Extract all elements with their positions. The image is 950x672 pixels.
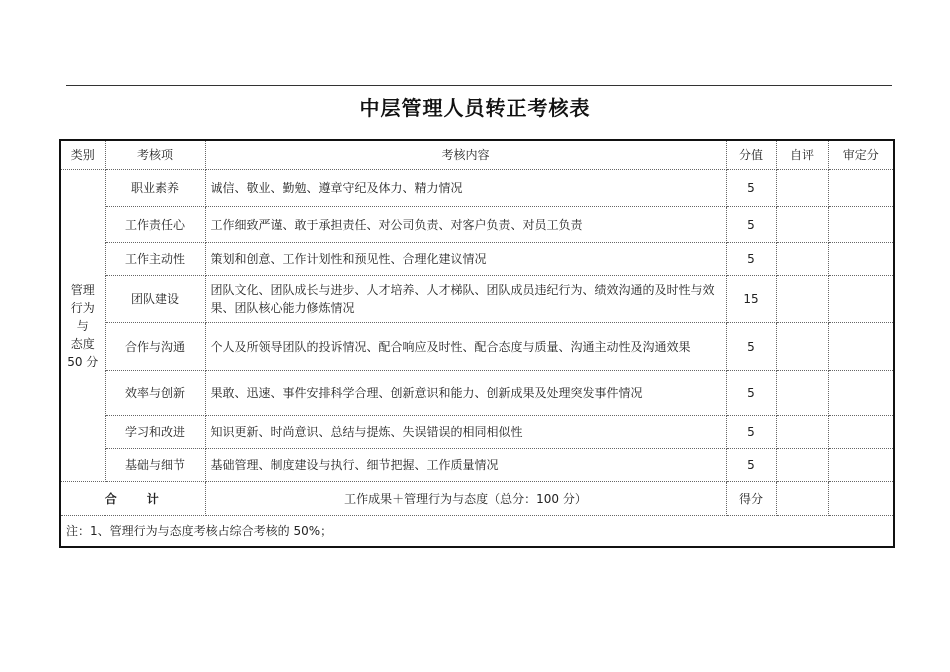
item-cell: 职业素养 (105, 170, 205, 207)
category-line: 与 (76, 318, 89, 333)
page-title: 中层管理人员转正考核表 (359, 96, 591, 120)
content-cell: 工作细致严谨、敢于承担责任、对公司负责、对客户负责、对员工负责 (205, 207, 726, 243)
content-cell: 个人及所领导团队的投诉情况、配合响应及时性、配合态度与质量、沟通主动性及沟通效果 (205, 323, 726, 371)
score-cell: 5 (726, 323, 776, 371)
approved-score-cell[interactable] (828, 170, 894, 207)
item-cell: 工作责任心 (105, 207, 205, 243)
item-cell: 工作主动性 (105, 243, 205, 276)
approved-score-cell[interactable] (828, 371, 894, 416)
total-label: 合 计 (60, 482, 205, 516)
header-category: 类别 (60, 140, 105, 170)
content-cell: 策划和创意、工作计划性和预见性、合理化建议情况 (205, 243, 726, 276)
appraisal-table (59, 139, 895, 548)
self-eval-cell[interactable] (776, 449, 828, 482)
category-line: 态度 (70, 336, 95, 351)
table-row (60, 371, 894, 416)
header-approved-score: 审定分 (828, 140, 894, 170)
score-cell: 5 (726, 207, 776, 243)
self-eval-cell[interactable] (776, 371, 828, 416)
table-row (60, 170, 894, 207)
item-cell: 团队建设 (105, 276, 205, 323)
category-line: 50 分 (67, 354, 99, 369)
top-rule (66, 85, 892, 86)
approved-score-cell[interactable] (828, 323, 894, 371)
category-line: 行为 (70, 300, 95, 315)
approved-score-cell[interactable] (828, 207, 894, 243)
item-cell: 基础与细节 (105, 449, 205, 482)
header-content: 考核内容 (205, 140, 726, 170)
item-cell: 合作与沟通 (105, 323, 205, 371)
total-score-label: 得分 (726, 482, 776, 516)
total-content: 工作成果＋管理行为与态度（总分：100 分） (205, 482, 726, 516)
content-cell: 基础管理、制度建设与执行、细节把握、工作质量情况 (205, 449, 726, 482)
table-row (60, 416, 894, 449)
content-cell: 果敢、迅速、事件安排科学合理、创新意识和能力、创新成果及处理突发事件情况 (205, 371, 726, 416)
header-score: 分值 (726, 140, 776, 170)
table-row (60, 243, 894, 276)
self-eval-cell[interactable] (776, 276, 828, 323)
score-cell: 5 (726, 243, 776, 276)
table-row (60, 276, 894, 323)
header-self-eval: 自评 (776, 140, 828, 170)
self-eval-cell[interactable] (776, 416, 828, 449)
total-self-eval-cell[interactable] (776, 482, 828, 516)
total-approved-cell[interactable] (828, 482, 894, 516)
approved-score-cell[interactable] (828, 243, 894, 276)
approved-score-cell[interactable] (828, 449, 894, 482)
category-cell (60, 170, 105, 482)
item-cell: 学习和改进 (105, 416, 205, 449)
total-row (60, 482, 894, 516)
category-line: 管理 (70, 282, 95, 297)
header-item: 考核项 (105, 140, 205, 170)
header-row (60, 140, 894, 170)
item-cell: 效率与创新 (105, 371, 205, 416)
self-eval-cell[interactable] (776, 243, 828, 276)
score-cell: 5 (726, 371, 776, 416)
table-row (60, 323, 894, 371)
approved-score-cell[interactable] (828, 416, 894, 449)
score-cell: 5 (726, 449, 776, 482)
footnote: 注：1、管理行为与态度考核占综合考核的 50%； (60, 516, 894, 548)
note-row (60, 516, 894, 548)
self-eval-cell[interactable] (776, 207, 828, 243)
score-cell: 5 (726, 416, 776, 449)
content-cell: 团队文化、团队成长与进步、人才培养、人才梯队、团队成员违纪行为、绩效沟通的及时性与效果、团队核心能力修炼情况 (205, 276, 726, 323)
self-eval-cell[interactable] (776, 170, 828, 207)
approved-score-cell[interactable] (828, 276, 894, 323)
score-cell: 5 (726, 170, 776, 207)
table-row (60, 449, 894, 482)
content-cell: 知识更新、时尚意识、总结与提炼、失误错误的相同相似性 (205, 416, 726, 449)
content-cell: 诚信、敬业、勤勉、遵章守纪及体力、精力情况 (205, 170, 726, 207)
score-cell: 15 (726, 276, 776, 323)
table-row (60, 207, 894, 243)
self-eval-cell[interactable] (776, 323, 828, 371)
